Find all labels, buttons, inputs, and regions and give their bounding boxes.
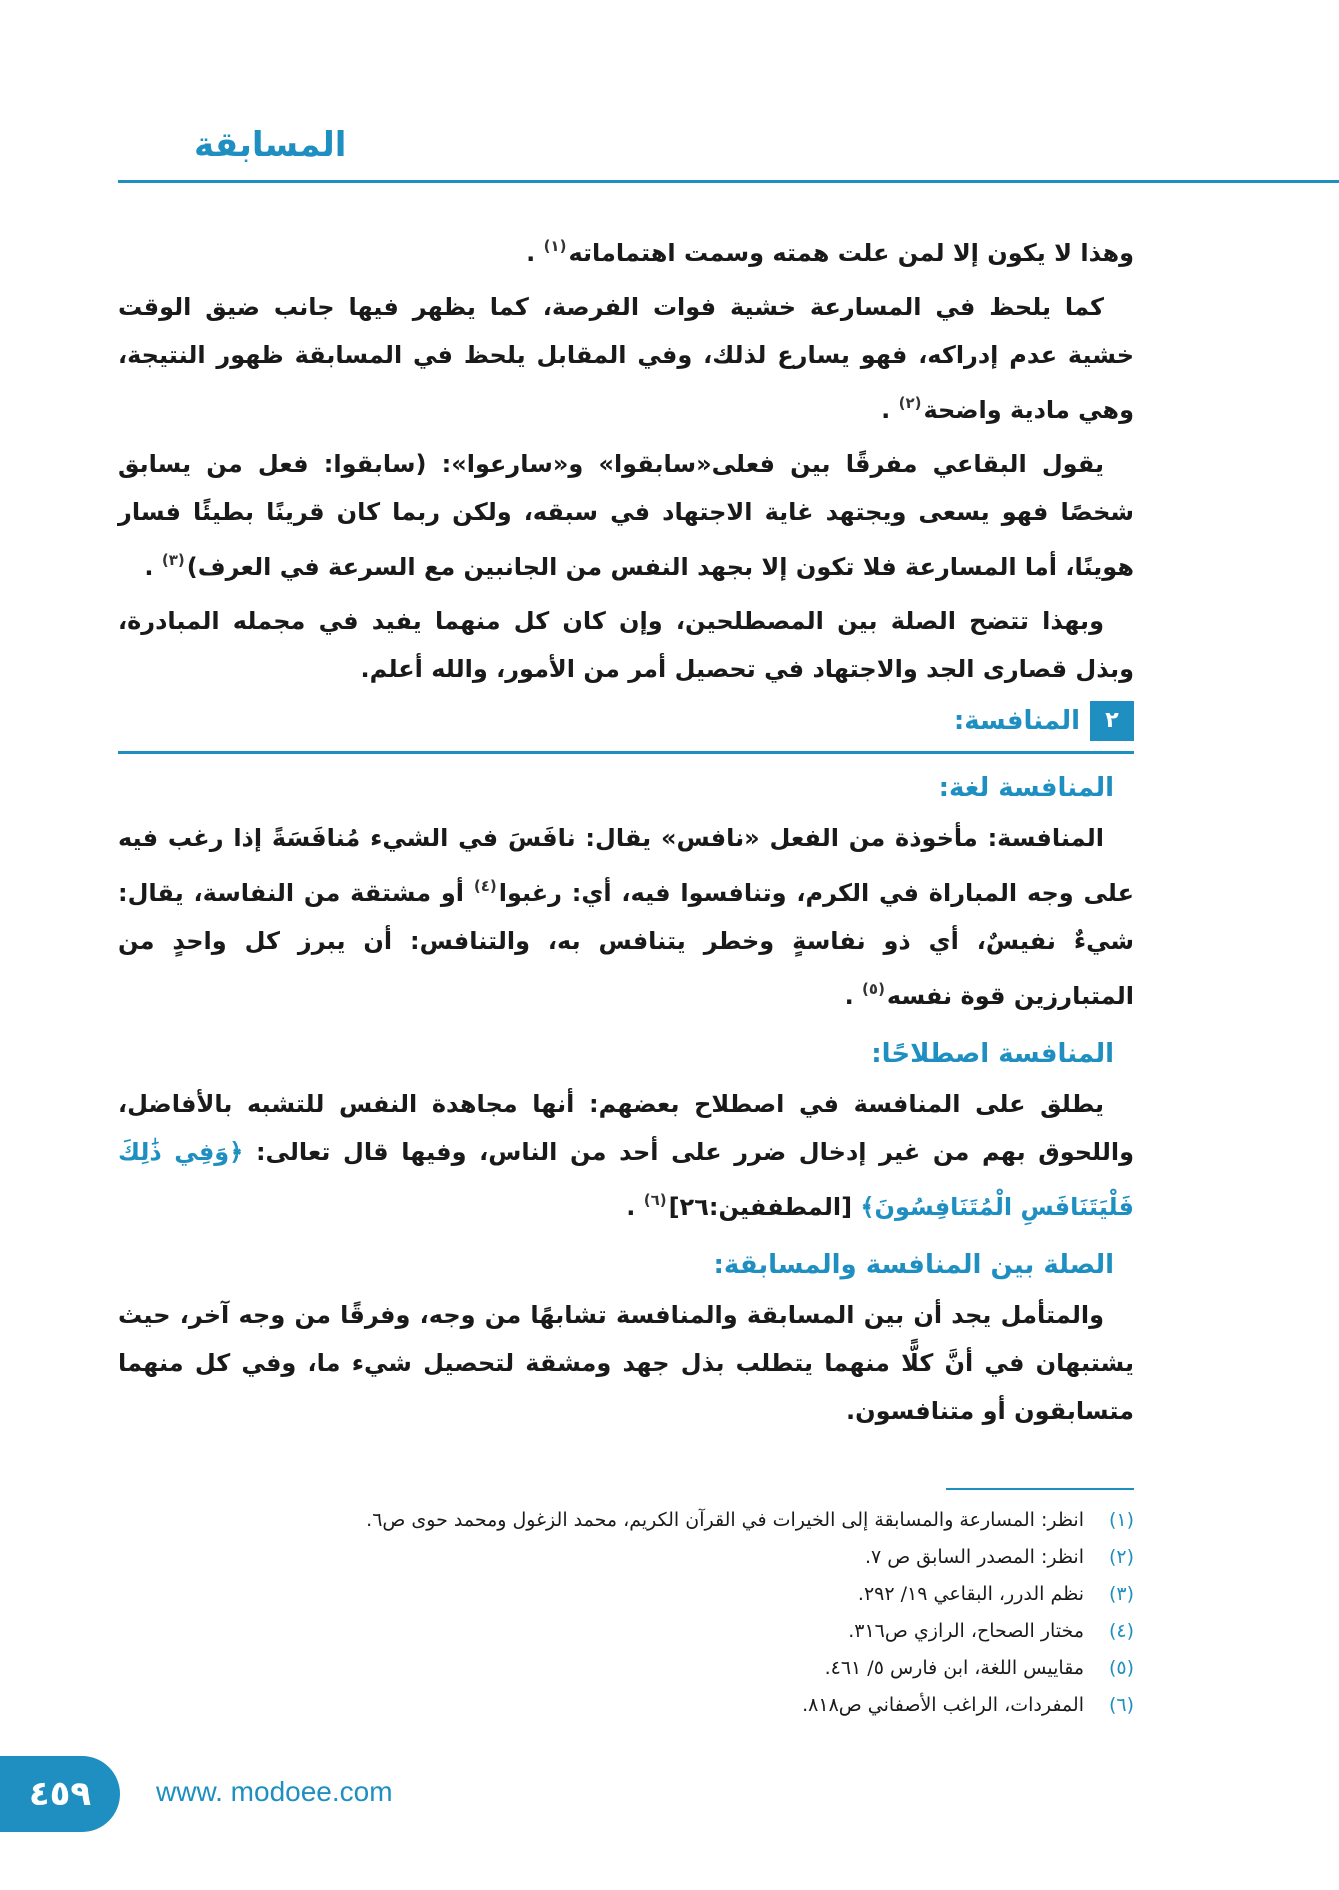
paragraph: المنافسة: مأخوذة من الفعل «نافس» يقال: نافَسَ في الشيء مُنافَسَةً إذا رغب فيه على وجه المباراة في الكرم، وتنافسوا فيه، أي: رغبوا$^{(٤)}$ أو مشتقة من النفاسة، يقال: شيءٌ نفيسٌ، أي ذو نفاسةٍ وخطر يتنافس به، والتنافس: أن يبرز كل واحدٍ من المتبارزين قوة نفسه$^{(٥)}$ . — [118, 824, 1134, 1010]
footnote-item — [150, 1650, 1134, 1687]
paragraph-text: المنافسة: مأخوذة من الفعل «نافس» يقال: نافَسَ في الشيء مُنافَسَةً إذا رغب فيه على وجه المباراة في الكرم، وتنافسوا فيه، أي: رغبوا — [118, 824, 1134, 907]
footnote-text: انظر: المصدر السابق ص ٧. — [864, 1546, 1084, 1568]
subheading-term: المنافسة اصطلاحًا: — [871, 1039, 1114, 1069]
footnote-ref[interactable]: (٦) — [643, 1191, 667, 1209]
footnote-text: مقاييس اللغة، ابن فارس ٥/ ٤٦١. — [824, 1657, 1084, 1679]
footnote-number: (٥) — [1108, 1657, 1134, 1679]
website-link[interactable]: www. modoee.com — [156, 1776, 393, 1807]
section-number-badge: ٢ — [1090, 701, 1134, 741]
section-divider — [118, 751, 1134, 754]
footnote-number: (٢) — [1108, 1546, 1134, 1568]
footnote-item — [150, 1576, 1134, 1613]
footnote-item — [150, 1502, 1134, 1539]
paragraph-text: يقول البقاعي مفرقًا بين فعلى«سابقوا» و«سارعوا»: (سابقوا: فعل من يسابق شخصًا فهو يسعى ويجتهد غاية الاجتهاد في سبقه، ولكن ربما كان قرينًا بطيئًا فسار هوينًا، أما المسارعة فلا تكون إلا بجهد النفس من الجانبين مع السرعة في العرف) — [118, 450, 1134, 581]
paragraph — [118, 1291, 1134, 1435]
paragraph-text: يطلق على المنافسة في اصطلاح بعضهم: أنها مجاهدة النفس للتشبه بالأفاضل، واللحوق بهم من غير إدخال ضرر على أحد من الناس، وفيها قال تعالى: — [118, 1090, 1135, 1166]
section-heading — [118, 699, 1134, 743]
footnote-text: انظر: المسارعة والمسابقة إلى الخيرات في القرآن الكريم، محمد الزغول ومحمد حوى ص٦. — [366, 1509, 1084, 1531]
paragraph: وهذا لا يكون إلا لمن علت همته وسمت اهتماماته$^{(١)}$ . — [526, 237, 1134, 267]
main-content — [118, 222, 1134, 1441]
footnote-ref[interactable]: (٤) — [473, 877, 497, 895]
verse-reference: [المطففين:٢٦] — [668, 1193, 853, 1221]
paragraph-text: وهذا لا يكون إلا لمن علت همته وسمت اهتماماته — [568, 239, 1134, 267]
paragraph: يقول البقاعي مفرقًا بين فعلى«سابقوا» و«سارعوا»: (سابقوا: فعل من يسابق شخصًا فهو يسعى ويجتهد غاية الاجتهاد في سبقه، ولكن ربما كان قرينًا بطيئًا فسار هوينًا، أما المسارعة فلا تكون إلا بجهد النفس من الجانبين مع السرعة في العرف)$^{(٣)}$ . — [118, 450, 1134, 581]
footnotes-divider — [946, 1488, 1134, 1490]
footnote-text: المفردات، الراغب الأصفاني ص٨١٨. — [802, 1694, 1084, 1716]
footnote-ref[interactable]: (٢) — [898, 394, 922, 412]
paragraph-text: أو مشتقة من النفاسة، يقال: شيءٌ نفيسٌ، أي ذو نفاسةٍ وخطر يتنافس به، والتنافس: أن يبرز كل واحدٍ من المتبارزين قوة نفسه — [118, 879, 1134, 1010]
footnote-ref[interactable]: (٥) — [862, 980, 885, 998]
footnote-ref[interactable]: (٣) — [161, 551, 185, 569]
paragraph-text: والمتأمل يجد أن بين المسابقة والمنافسة تشابهًا من وجه، وفرقًا من وجه آخر، حيث يشتبهان في أنَّ كلًّا منهما يتطلب بذل جهد ومشقة لتحصيل شيء ما، وفي كل منهما متسابقون أو متنافسون. — [118, 1301, 1134, 1425]
paragraph — [118, 597, 1134, 693]
footnote-item — [150, 1539, 1134, 1576]
section-title: المنافسة: — [953, 706, 1080, 736]
footnote-item — [150, 1613, 1134, 1650]
paragraph: يطلق على المنافسة في اصطلاح بعضهم: أنها مجاهدة النفس للتشبه بالأفاضل، واللحوق بهم من غير إدخال ضرر على أحد من الناس، وفيها قال تعالى: ﴿وَفِي ذَٰلِكَ فَلْيَتَنَافَسِ الْمُتَنَافِسُونَ﴾ [المطففين:٢٦]$^{(٦)}$ . — [118, 1090, 1135, 1221]
footnote-number: (٦) — [1108, 1694, 1134, 1716]
page-title: المسابقة — [194, 125, 347, 165]
footnotes — [150, 1502, 1134, 1724]
header-divider — [118, 180, 1339, 183]
footnote-ref[interactable]: (١) — [543, 237, 567, 255]
paragraph: كما يلحظ في المسارعة خشية فوات الفرصة، كما يظهر فيها جانب ضيق الوقت خشية عدم إدراكه، فهو يسارع لذلك، وفي المقابل يلحظ في المسابقة ظهور النتيجة، وهي مادية واضحة$^{(٢)}$ . — [118, 293, 1134, 424]
footnote-text: نظم الدرر، البقاعي ١٩/ ٢٩٢. — [857, 1583, 1084, 1605]
subheading-lang: المنافسة لغة: — [938, 773, 1114, 803]
footnote-number: (٣) — [1108, 1583, 1134, 1605]
page-number-badge: ٤٥٩ — [0, 1756, 120, 1832]
paragraph-text: وبهذا تتضح الصلة بين المصطلحين، وإن كان كل منهما يفيد في مجمله المبادرة، وبذل قصارى الجد والاجتهاد في تحصيل أمر من الأمور، والله أعلم. — [118, 607, 1134, 683]
quran-verse: ﴿وَفِي ذَٰلِكَ فَلْيَتَنَافَسِ الْمُتَنَافِسُونَ﴾ — [118, 1138, 1134, 1221]
footnote-text: مختار الصحاح، الرازي ص٣١٦. — [848, 1620, 1084, 1642]
subheading-relation: الصلة بين المنافسة والمسابقة: — [713, 1250, 1114, 1280]
footnote-number: (١) — [1108, 1509, 1134, 1531]
paragraph-text: كما يلحظ في المسارعة خشية فوات الفرصة، كما يظهر فيها جانب ضيق الوقت خشية عدم إدراكه، فهو يسارع لذلك، وفي المقابل يلحظ في المسابقة ظهور النتيجة، وهي مادية واضحة — [118, 293, 1134, 424]
footnote-item — [150, 1687, 1134, 1724]
footnote-number: (٤) — [1108, 1620, 1134, 1642]
